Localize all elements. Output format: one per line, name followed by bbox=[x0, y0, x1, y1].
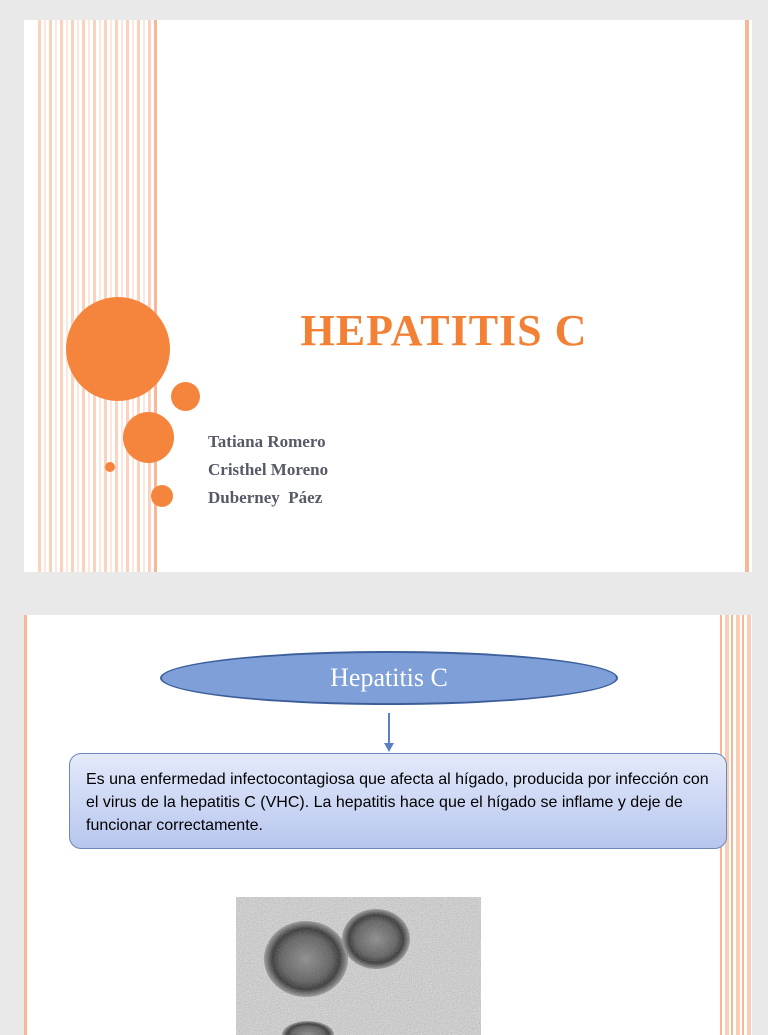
heading-text: Hepatitis C bbox=[330, 663, 448, 692]
author-list bbox=[208, 428, 328, 512]
virus-micrograph-image bbox=[236, 897, 481, 1035]
definition-box bbox=[69, 753, 727, 849]
author-name: Cristhel Moreno bbox=[208, 460, 329, 479]
small-circle-decoration-bottom bbox=[151, 485, 173, 507]
heading-ellipse bbox=[160, 651, 618, 705]
decorative-line-left bbox=[24, 615, 27, 1035]
decorative-line-right bbox=[745, 20, 749, 572]
tiny-circle-decoration bbox=[105, 462, 115, 472]
large-circle-decoration bbox=[66, 297, 170, 401]
slide-title: HEPATITIS C bbox=[300, 306, 588, 355]
definition-text: Es una enfermedad infectocontagiosa que afecta al hígado, producida por infección con el virus de la hepatitis C (VHC). La hepatitis hace que el hígado se inflame y deje de funcionar correctamente. bbox=[86, 771, 709, 834]
title-slide bbox=[24, 20, 752, 572]
small-circle-decoration bbox=[171, 382, 200, 411]
virus-micrograph-drawing bbox=[236, 897, 481, 1035]
decorative-stripes bbox=[38, 20, 158, 572]
medium-circle-decoration bbox=[123, 412, 174, 463]
author-name: Duberney Páez bbox=[208, 488, 323, 507]
arrow-down-icon bbox=[382, 713, 396, 753]
definition-slide bbox=[24, 615, 752, 1035]
author-name: Tatiana Romero bbox=[208, 432, 326, 451]
